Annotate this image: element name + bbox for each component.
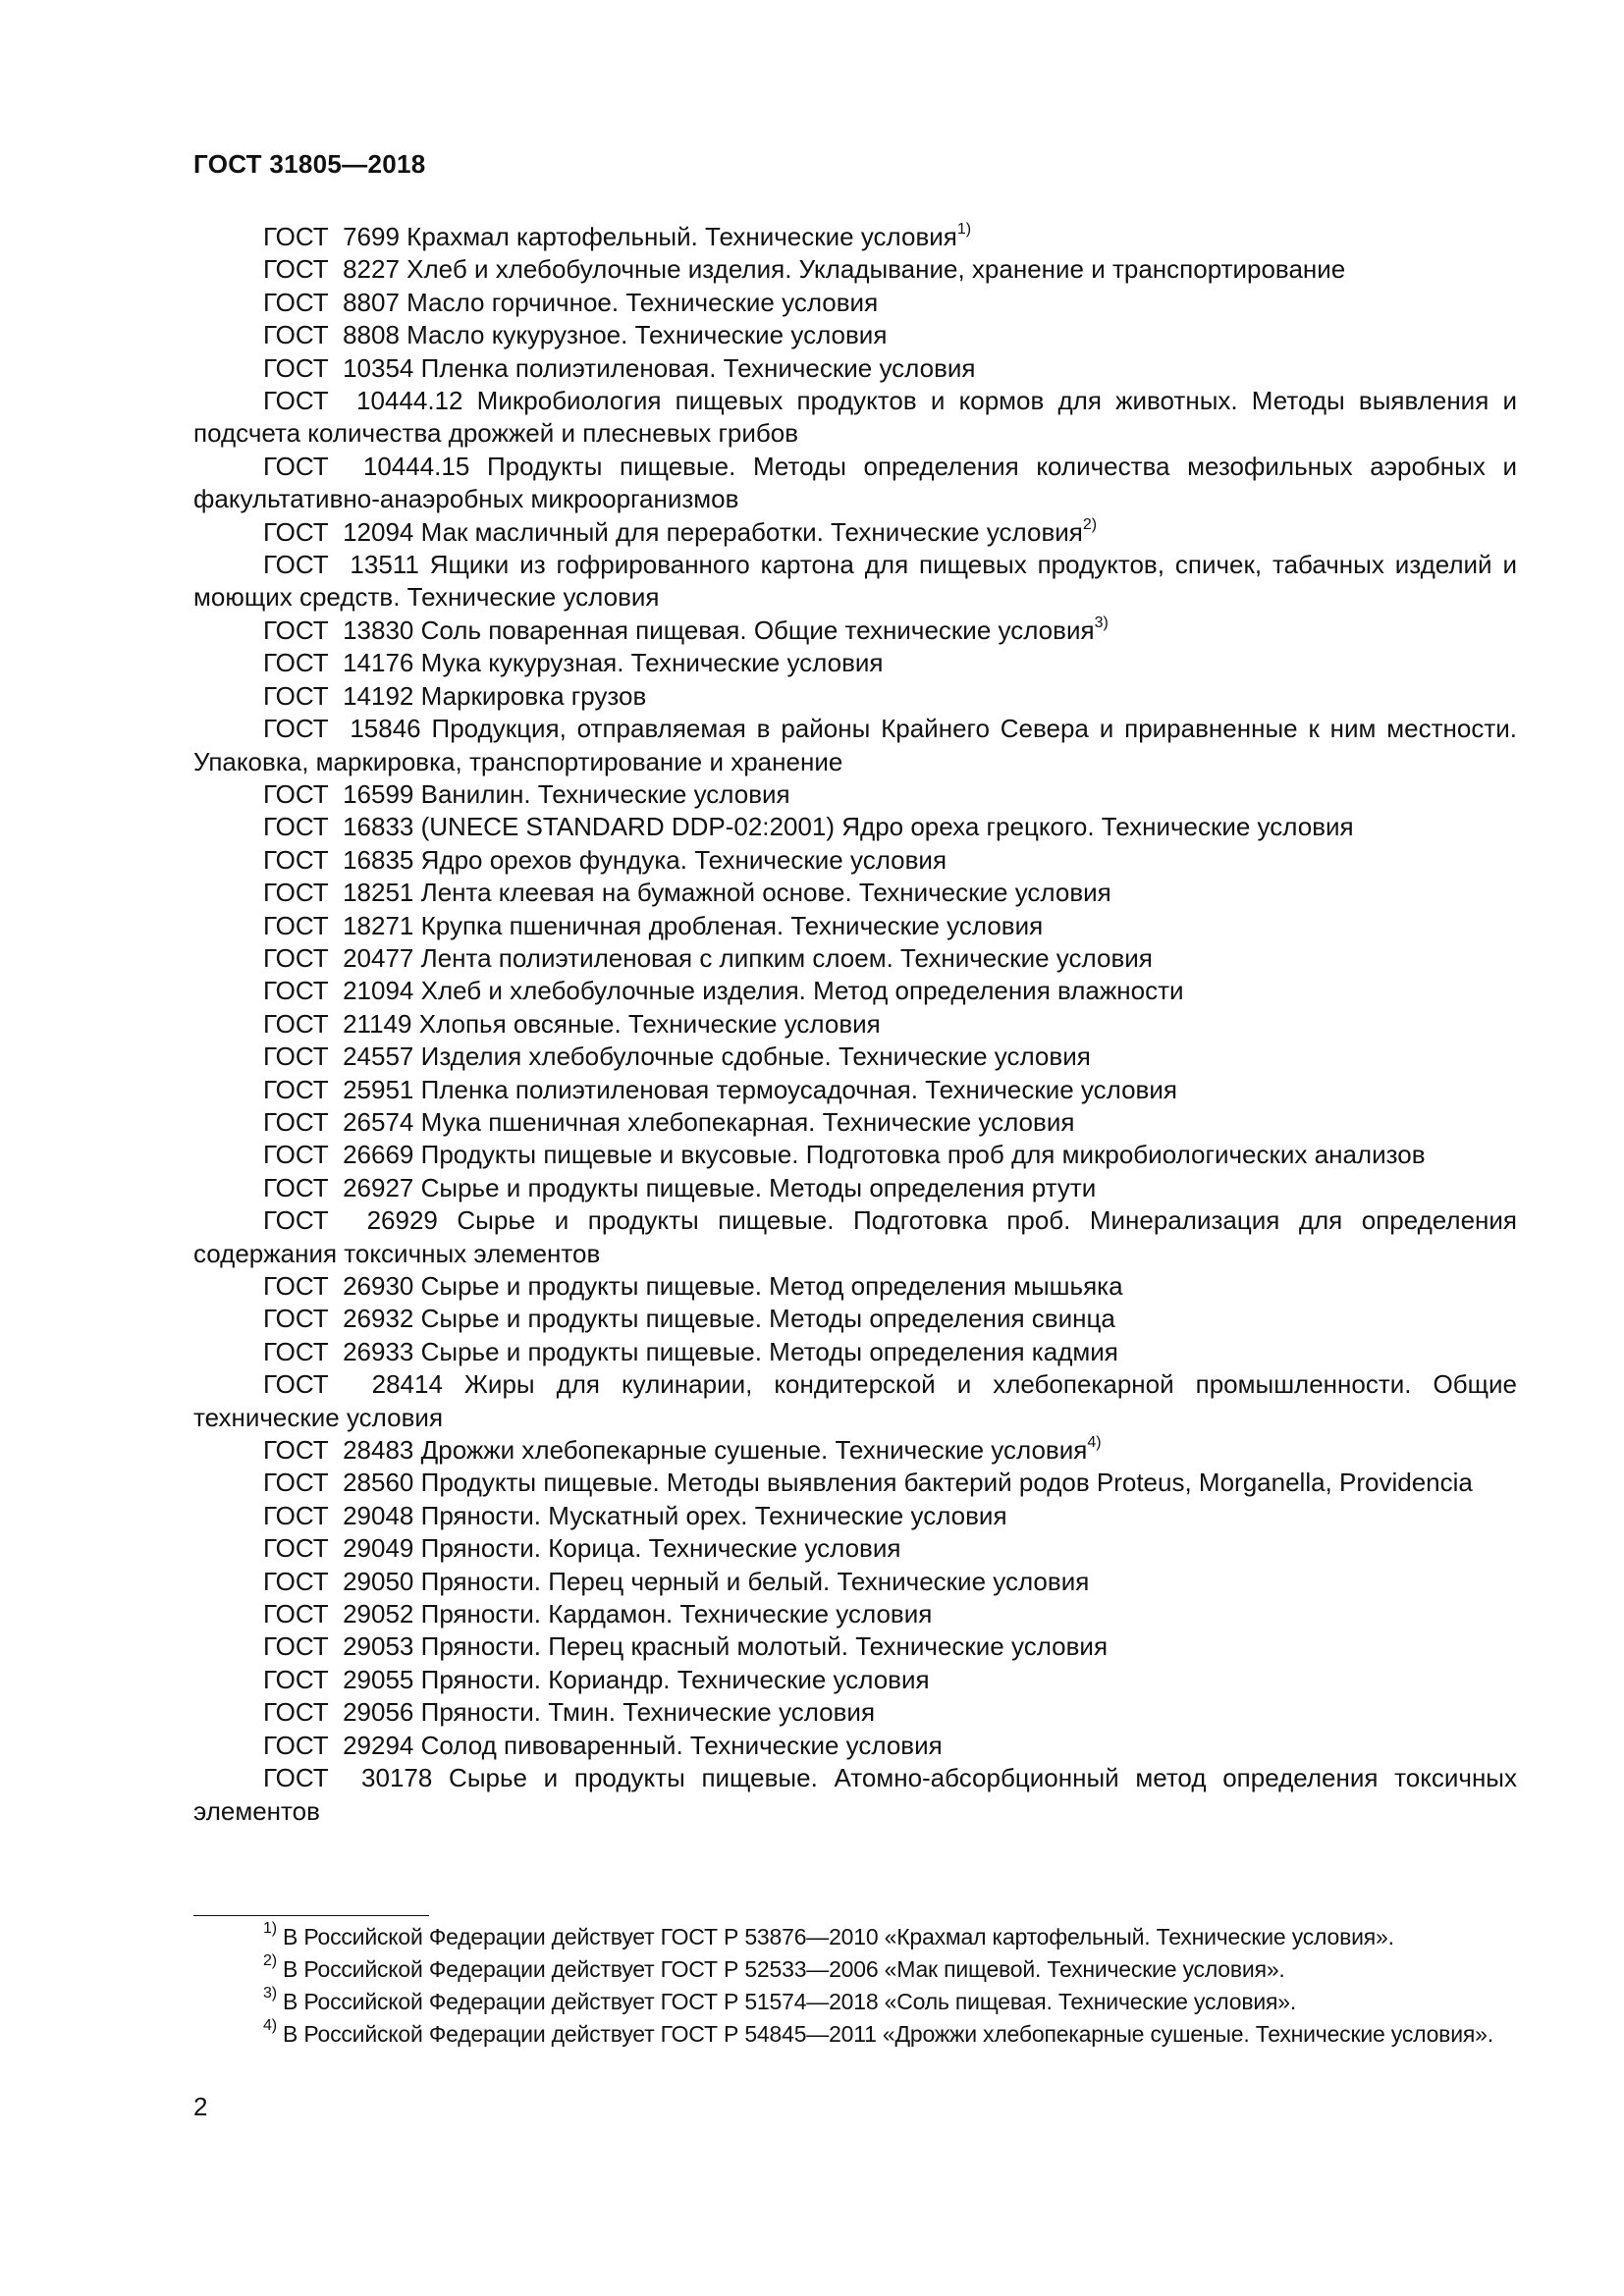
- reference-item: [193, 1336, 1517, 1368]
- reference-item: [193, 1696, 1517, 1729]
- reference-code: ГОСТ 29294: [263, 1730, 414, 1760]
- reference-title: Ванилин. Технические условия: [420, 778, 790, 809]
- reference-code: ГОСТ 28560: [263, 1468, 414, 1498]
- reference-code: ГОСТ 21149: [263, 1008, 412, 1039]
- reference-item: [193, 549, 1517, 614]
- reference-code: ГОСТ 8227: [263, 254, 400, 285]
- footnote-separator: [193, 1915, 429, 1916]
- footnote-mark: 1): [263, 1920, 277, 1937]
- reference-code: ГОСТ 29048: [263, 1500, 414, 1530]
- reference-item: [193, 1368, 1517, 1434]
- reference-item: [193, 1204, 1517, 1270]
- reference-item: [193, 253, 1517, 286]
- reference-item: [193, 1500, 1517, 1532]
- reference-code: ГОСТ 26574: [263, 1106, 414, 1137]
- reference-item: [193, 680, 1517, 713]
- footnote-text: В Российской Федерации действует ГОСТ Р 52533—2006 «Мак пищевой. Технические условия».: [283, 1956, 1285, 1982]
- reference-code: ГОСТ 14192: [263, 680, 414, 711]
- reference-item: [193, 713, 1517, 778]
- footnote-marker: 4): [1087, 1434, 1102, 1452]
- normative-references-list: [193, 221, 1517, 1828]
- reference-code: ГОСТ 26933: [263, 1336, 414, 1366]
- reference-title: Хлопья овсяные. Технические условия: [418, 1008, 881, 1039]
- reference-code: ГОСТ 21094: [263, 976, 414, 1006]
- footnote-marker: 2): [1082, 515, 1098, 533]
- reference-code: ГОСТ 29052: [263, 1599, 414, 1629]
- reference-title: Продукты пищевые. Методы выявления бактерий родов Proteus, Morganella, Providencia: [420, 1468, 1473, 1498]
- reference-item: [193, 1566, 1517, 1598]
- reference-item: [193, 1630, 1517, 1663]
- reference-item: [193, 1041, 1517, 1073]
- footnote-text: В Российской Федерации действует ГОСТ Р 51574—2018 «Соль пищевая. Технические условия».: [283, 1989, 1297, 2014]
- reference-title: Мак масличный для переработки. Технические условия: [420, 516, 1083, 547]
- reference-item: [193, 1303, 1517, 1335]
- reference-item: [193, 1139, 1517, 1171]
- footnote-item: [193, 2018, 1517, 2051]
- reference-code: ГОСТ 29050: [263, 1566, 414, 1596]
- reference-title: Продукты пищевые. Методы определения количества мезофильных аэробных и факультативно-анаэробных микроорганизмов: [193, 451, 1517, 514]
- reference-code: ГОСТ 29053: [263, 1631, 414, 1662]
- reference-title: Сырье и продукты пищевые. Подготовка проб. Минерализация для определения содержания токсичных элементов: [193, 1205, 1517, 1268]
- reference-item: [193, 451, 1517, 516]
- reference-code: ГОСТ 10444.12: [263, 386, 463, 416]
- reference-title: Хлеб и хлебобулочные изделия. Укладывание, хранение и транспортирование: [406, 254, 1346, 285]
- page-number: 2: [193, 2092, 208, 2121]
- reference-code: ГОСТ 28483: [263, 1435, 414, 1466]
- footnote-item: [193, 1921, 1517, 1953]
- reference-code: ГОСТ 26930: [263, 1271, 414, 1301]
- reference-code: ГОСТ 16599: [263, 778, 414, 809]
- reference-title: Изделия хлебобулочные сдобные. Технические условия: [420, 1041, 1091, 1072]
- reference-title: Пленка полиэтиленовая. Технические условия: [420, 352, 976, 383]
- footnote-mark: 2): [263, 1952, 277, 1969]
- reference-title: Крупка пшеничная дробленая. Технические условия: [420, 910, 1044, 940]
- reference-title: Дрожжи хлебопекарные сушеные. Технические условия: [420, 1435, 1088, 1466]
- reference-title: Мука кукурузная. Технические условия: [420, 648, 884, 678]
- reference-item: [193, 319, 1517, 351]
- reference-code: ГОСТ 25951: [263, 1074, 414, 1104]
- reference-title: Ящики из гофрированного картона для пищевых продуктов, спичек, табачных изделий и моющих средств. Технические условия: [193, 550, 1517, 613]
- reference-title: Пряности. Корица. Технические условия: [420, 1533, 901, 1564]
- reference-code: ГОСТ 16833: [263, 812, 414, 842]
- footnote-item: [193, 1986, 1517, 2018]
- reference-title: Ядро орехов фундука. Технические условия: [420, 844, 947, 875]
- reference-code: ГОСТ 13511: [263, 550, 419, 580]
- reference-item: [193, 1532, 1517, 1565]
- reference-title: Лента полиэтиленовая с липким слоем. Технические условия: [420, 942, 1153, 973]
- reference-title: Лента клеевая на бумажной основе. Технические условия: [420, 878, 1111, 908]
- reference-title: Сырье и продукты пищевые. Атомно-абсорбционный метод определения токсичных элементов: [193, 1763, 1517, 1826]
- reference-item: [193, 1664, 1517, 1696]
- reference-item: [193, 1106, 1517, 1139]
- reference-title: Пряности. Тмин. Технические условия: [420, 1697, 876, 1728]
- footnote-mark: 4): [263, 2017, 277, 2034]
- reference-title: Пряности. Перец красный молотый. Технические условия: [420, 1631, 1109, 1662]
- reference-code: ГОСТ 29055: [263, 1664, 414, 1694]
- reference-item: [193, 975, 1517, 1007]
- reference-title: Продукция, отправляемая в районы Крайнего Севера и приравненные к ним местности. Упаковка, маркировка, транспортирование и хранение: [193, 714, 1518, 776]
- reference-code: ГОСТ 24557: [263, 1041, 414, 1072]
- reference-code: ГОСТ 15846: [263, 714, 421, 744]
- reference-title: Сырье и продукты пищевые. Методы определения ртути: [420, 1172, 1097, 1202]
- reference-item: [193, 1730, 1517, 1762]
- reference-title: Мука пшеничная хлебопекарная. Технические условия: [420, 1106, 1075, 1137]
- reference-title: Продукты пищевые и вкусовые. Подготовка проб для микробиологических анализов: [420, 1140, 1426, 1170]
- reference-item: [193, 1762, 1517, 1828]
- reference-code: ГОСТ 10444.15: [263, 451, 470, 481]
- reference-item: [193, 1074, 1517, 1106]
- reference-item: [193, 1008, 1517, 1041]
- reference-title: Пряности. Перец черный и белый. Технические условия: [420, 1566, 1090, 1596]
- reference-title: Масло кукурузное. Технические условия: [406, 320, 888, 350]
- reference-title: Масло горчичное. Технические условия: [406, 287, 879, 317]
- reference-code: ГОСТ 14176: [263, 648, 414, 678]
- reference-code: ГОСТ 26932: [263, 1304, 414, 1334]
- reference-code: ГОСТ 16835: [263, 844, 414, 875]
- reference-title: Крахмал картофельный. Технические условия: [406, 222, 957, 251]
- reference-title: Микробиология пищевых продуктов и кормов для животных. Методы выявления и подсчета количества дрожжей и плесневых грибов: [193, 386, 1517, 449]
- reference-title: Пряности. Кардамон. Технические условия: [420, 1599, 933, 1629]
- reference-item: [193, 1172, 1517, 1204]
- footnote-marker: 3): [1094, 614, 1109, 631]
- reference-code: ГОСТ 8807: [263, 287, 400, 317]
- reference-item: [193, 1598, 1517, 1630]
- reference-code: ГОСТ 26669: [263, 1140, 414, 1170]
- reference-item: [193, 778, 1517, 811]
- reference-code: ГОСТ 10354: [263, 352, 414, 383]
- reference-item: [193, 811, 1517, 843]
- reference-item: [193, 614, 1517, 647]
- reference-code: ГОСТ 26929: [263, 1205, 438, 1236]
- reference-code: ГОСТ 18251: [263, 878, 414, 908]
- reference-title: Пряности. Мускатный орех. Технические условия: [420, 1500, 1007, 1530]
- reference-title: Солод пивоваренный. Технические условия: [420, 1730, 943, 1760]
- reference-code: ГОСТ 26927: [263, 1172, 414, 1202]
- reference-item: [193, 1270, 1517, 1303]
- reference-title: Соль поваренная пищевая. Общие технические условия: [420, 614, 1095, 645]
- reference-code: ГОСТ 18271: [263, 910, 414, 940]
- reference-item: [193, 287, 1517, 319]
- footnote-marker: 1): [956, 221, 972, 238]
- reference-code: ГОСТ 29056: [263, 1697, 414, 1728]
- reference-code: ГОСТ 29049: [263, 1533, 414, 1564]
- reference-item: [193, 352, 1517, 385]
- reference-code: ГОСТ 8808: [263, 320, 400, 350]
- reference-title: Пленка полиэтиленовая термоусадочная. Технические условия: [420, 1074, 1177, 1104]
- footnote-item: [193, 1953, 1517, 1986]
- reference-code: ГОСТ 12094: [263, 516, 414, 547]
- reference-item: [193, 910, 1517, 942]
- reference-code: ГОСТ 13830: [263, 614, 414, 645]
- reference-title: Сырье и продукты пищевые. Метод определения мышьяка: [420, 1271, 1123, 1301]
- reference-item: [193, 221, 1517, 253]
- reference-title: (UNECE STANDARD DDP-02:2001) Ядро ореха грецкого. Технические условия: [420, 812, 1354, 842]
- reference-title: Жиры для кулинарии, кондитерской и хлебопекарной промышленности. Общие технические условия: [193, 1369, 1517, 1432]
- document-header: ГОСТ 31805—2018: [193, 149, 426, 179]
- footnote-text: В Российской Федерации действует ГОСТ Р 53876—2010 «Крахмал картофельный. Технические условия».: [283, 1924, 1394, 1949]
- reference-code: ГОСТ 28414: [263, 1369, 443, 1400]
- reference-item: [193, 1434, 1517, 1467]
- footnotes-list: [193, 1921, 1517, 2051]
- reference-item: [193, 647, 1517, 679]
- reference-item: [193, 1467, 1517, 1499]
- reference-item: [193, 942, 1517, 975]
- reference-item: [193, 877, 1517, 909]
- reference-item: [193, 516, 1517, 549]
- reference-title: Хлеб и хлебобулочные изделия. Метод определения влажности: [420, 976, 1184, 1006]
- reference-item: [193, 844, 1517, 877]
- reference-title: Маркировка грузов: [420, 680, 647, 711]
- reference-item: [193, 385, 1517, 451]
- reference-title: Сырье и продукты пищевые. Методы определения свинца: [420, 1304, 1115, 1334]
- reference-code: ГОСТ 20477: [263, 942, 414, 973]
- footnote-text: В Российской Федерации действует ГОСТ Р 54845—2011 «Дрожжи хлебопекарные сушеные. Технические условия».: [283, 2021, 1493, 2047]
- reference-title: Пряности. Кориандр. Технические условия: [420, 1664, 930, 1694]
- reference-code: ГОСТ 7699: [263, 222, 400, 251]
- footnote-mark: 3): [263, 1985, 277, 2002]
- reference-title: Сырье и продукты пищевые. Методы определения кадмия: [420, 1336, 1118, 1366]
- reference-code: ГОСТ 30178: [263, 1763, 433, 1793]
